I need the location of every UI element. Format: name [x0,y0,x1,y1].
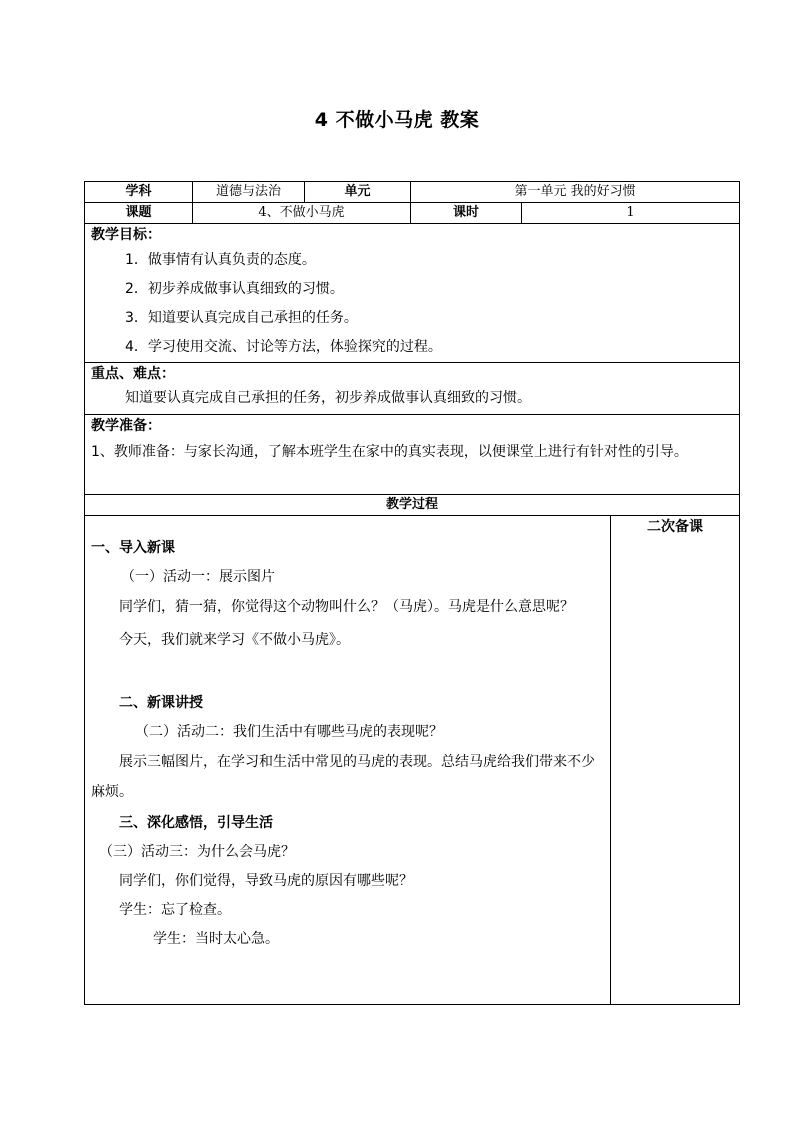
objectives-cell [85,224,740,363]
page-title: 4 不做小马虎 教案 [314,109,480,131]
preparation-row [85,415,740,495]
paragraph: 同学们，猜一猜，你觉得这个动物叫什么？（马虎）。马虎是什么意思呢？ [119,599,574,615]
paragraph: 今天，我们就来学习《不做小马虎》。 [119,632,350,648]
lesson-plan-table [84,181,740,1005]
activity-heading: （一）活动一：展示图片 [121,569,275,585]
key-points-row [85,363,740,415]
info-row-subject [85,182,740,203]
paragraph: 学生：当时太心急。 [153,931,279,947]
info-row-topic [85,203,740,224]
unit-label: 单元 [305,182,411,203]
objective-item: 4．学习使用交流、讨论等方法，体验探究的过程。 [125,339,442,355]
key-points-heading: 重点、难点： [91,366,175,382]
key-points-text: 知道要认真完成自己承担的任务，初步养成做事认真细致的习惯。 [125,390,531,406]
second-prep-cell: 二次备课 [611,516,740,1005]
objectives-row [85,224,740,363]
topic-label: 课题 [85,203,193,224]
paragraph: 展示三幅图片，在学习和生活中常见的马虎的表现。总结马虎给我们带来不少麻烦。 [91,754,595,800]
process-body-row [85,516,740,1005]
paragraph: 同学们，你们觉得，导致马虎的原因有哪些呢？ [119,873,413,889]
objective-item: 2．初步养成做事认真细致的习惯。 [125,281,344,297]
preparation-heading: 教学准备： [91,418,161,434]
paragraph: 学生：忘了检查。 [119,902,231,918]
section-heading: 二、新课讲授 [119,695,203,711]
objective-item: 3．知道要认真完成自己承担的任务。 [125,310,358,326]
period-value: 1 [522,203,740,224]
subject-label: 学科 [85,182,193,203]
process-content-cell [85,516,611,1005]
topic-value: 4、不做小马虎 [193,203,411,224]
subject-value: 道德与法治 [193,182,305,203]
key-points-cell [85,363,740,415]
section-heading: 一、导入新课 [91,540,175,556]
preparation-cell [85,415,740,495]
objectives-heading: 教学目标： [91,227,161,243]
objective-item: 1．做事情有认真负责的态度。 [125,252,316,268]
unit-value: 第一单元 我的好习惯 [411,182,740,203]
process-heading: 教学过程 [85,495,740,516]
activity-heading: （三）活动三：为什么会马虎？ [99,844,295,860]
period-label: 课时 [411,203,522,224]
activity-heading: （二）活动二：我们生活中有哪些马虎的表现呢？ [135,724,443,740]
preparation-text: 1、教师准备：与家长沟通，了解本班学生在家中的真实表现，以便课堂上进行有针对性的引导。 [91,444,688,460]
section-heading: 三、深化感悟，引导生活 [119,815,273,831]
process-heading-row [85,495,740,516]
